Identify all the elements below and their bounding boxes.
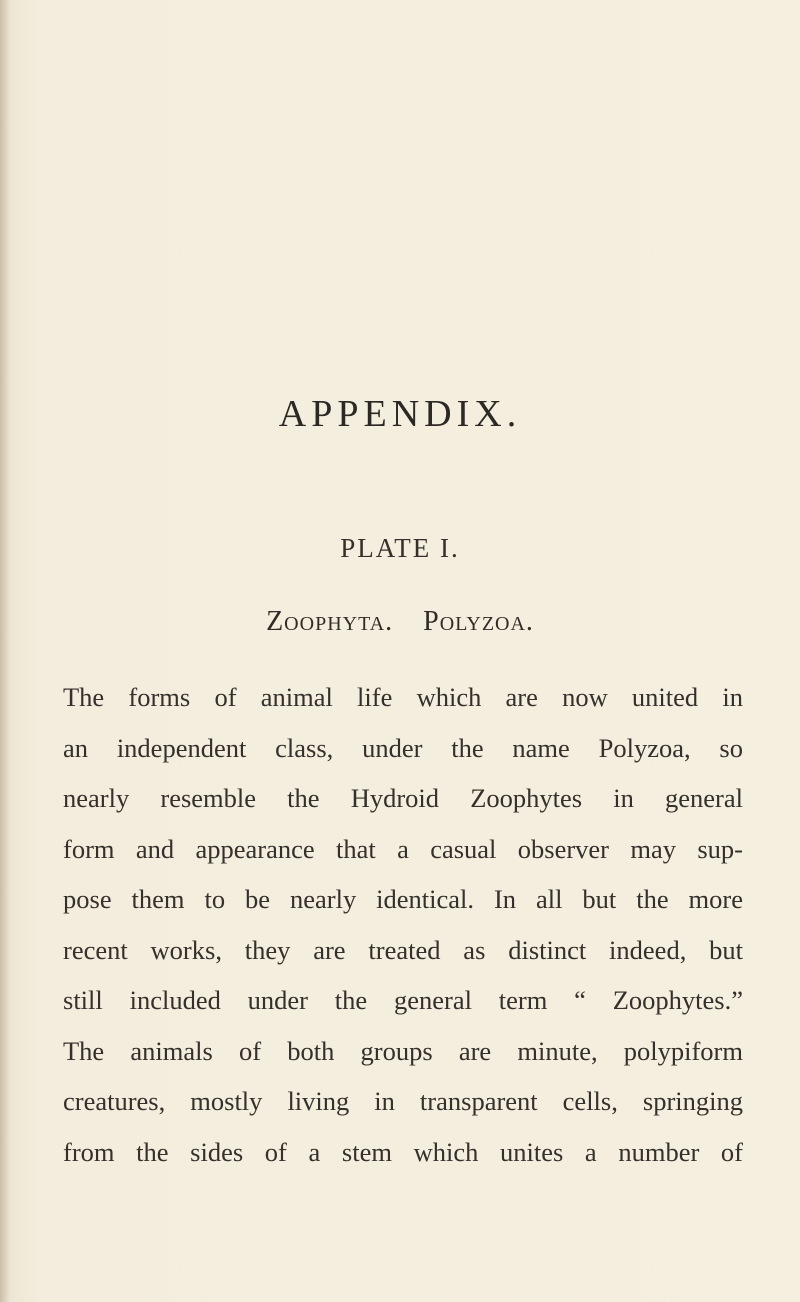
subtitle-zoophyta: Zoophyta. [266,606,394,637]
body-line: an independent class, under the name Polyzoa, so [63,732,743,763]
body-line: pose them to be nearly identical. In all but the more [63,884,743,914]
body-paragraph [63,672,743,1177]
section-subtitle [0,606,800,638]
body-line: from the sides of a stem which unites a number of [63,1136,743,1167]
body-line: nearly resemble the Hydroid Zoophytes in general [63,783,743,813]
page-gutter-shadow [0,0,10,1302]
body-line: form and appearance that a casual observer may sup- [63,833,743,864]
subtitle-polyzoa: Polyzoa. [423,606,534,637]
body-line: The forms of animal life which are now united in [63,682,743,712]
body-line: creatures, mostly living in transparent cells, springing [63,1086,743,1116]
body-line: recent works, they are treated as distinct indeed, but [63,934,743,965]
body-line: still included under the general term “ Zoophytes.” [63,985,743,1015]
body-line: The animals of both groups are minute, polypiform [63,1035,743,1066]
plate-title: PLATE I. [340,533,460,563]
appendix-title: APPENDIX. [278,393,522,435]
